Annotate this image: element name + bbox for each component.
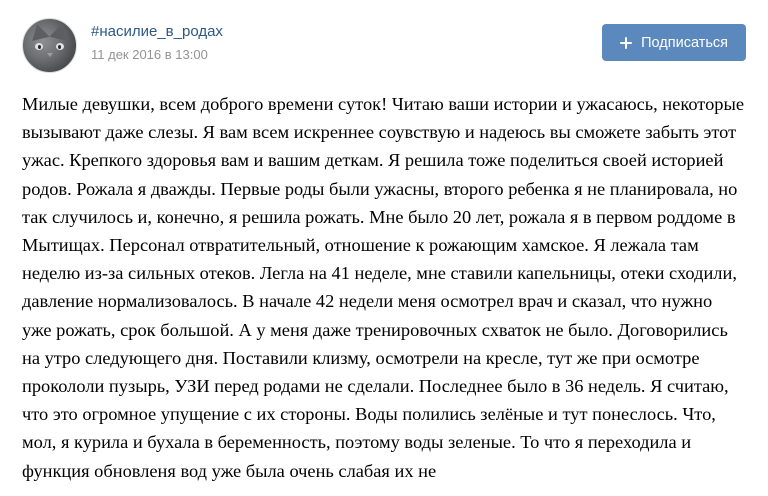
post-header: [0, 0, 768, 78]
post-body: [0, 78, 768, 485]
subscribe-button[interactable]: [602, 24, 746, 61]
cat-ear-right-icon: [49, 22, 70, 41]
avatar[interactable]: [22, 18, 77, 73]
plus-icon: [620, 37, 632, 49]
cat-ear-left-icon: [28, 22, 49, 41]
cat-pupil-left-icon: [38, 45, 41, 49]
post-text: Милые девушки, всем доброго времени суток! Читаю ваши истории и ужасаюсь, некоторые вызывают даже слезы. Я вам всем искреннее соувствую и надеюсь вы сможете забыть этот ужас. Крепкого здоровья вам и вашим деткам. Я решила тоже поделиться своей историей родов. Рожала я дважды. Первые роды были ужасны, второго ребенка я не планировала, но так случилось и, конечно, я решила рожать. Мне было 20 лет, рожала я в первом роддоме в Мытищах. Персонал отвратительный, отношение к рожающим хамское. Я лежала там неделю из-за сильных отеков. Легла на 41 неделе, мне ставили капельницы, отеки сходили, давление нормализовалось. В начале 42 недели меня осмотрел врач и сказал, что нужно уже рожать, срок большой. А у меня даже тренировочных схваток не было. Договорились на утро следующего дня. Поставили клизму, осмотрели на кресле, тут же при осмотре прокололи пузырь, УЗИ перед родами не сделали. Последнее было в 36 недель. Я считаю, что это огромное упущение с их стороны. Воды полились зелёные и тут понеслось. Что, мол, я курила и бухала в беременность, поэтому воды зеленые. То что я переходила и функция обновленя вод уже была очень слабая их не: [22, 94, 749, 481]
cat-pupil-right-icon: [58, 45, 61, 49]
cat-nose-icon: [47, 53, 53, 57]
post-hashtag-link[interactable]: #насилие_в_родах: [91, 23, 223, 40]
post-meta: [91, 18, 223, 63]
post-date: 11 дек 2016 в 13:00: [91, 47, 208, 62]
subscribe-button-label: Подписаться: [641, 34, 728, 51]
